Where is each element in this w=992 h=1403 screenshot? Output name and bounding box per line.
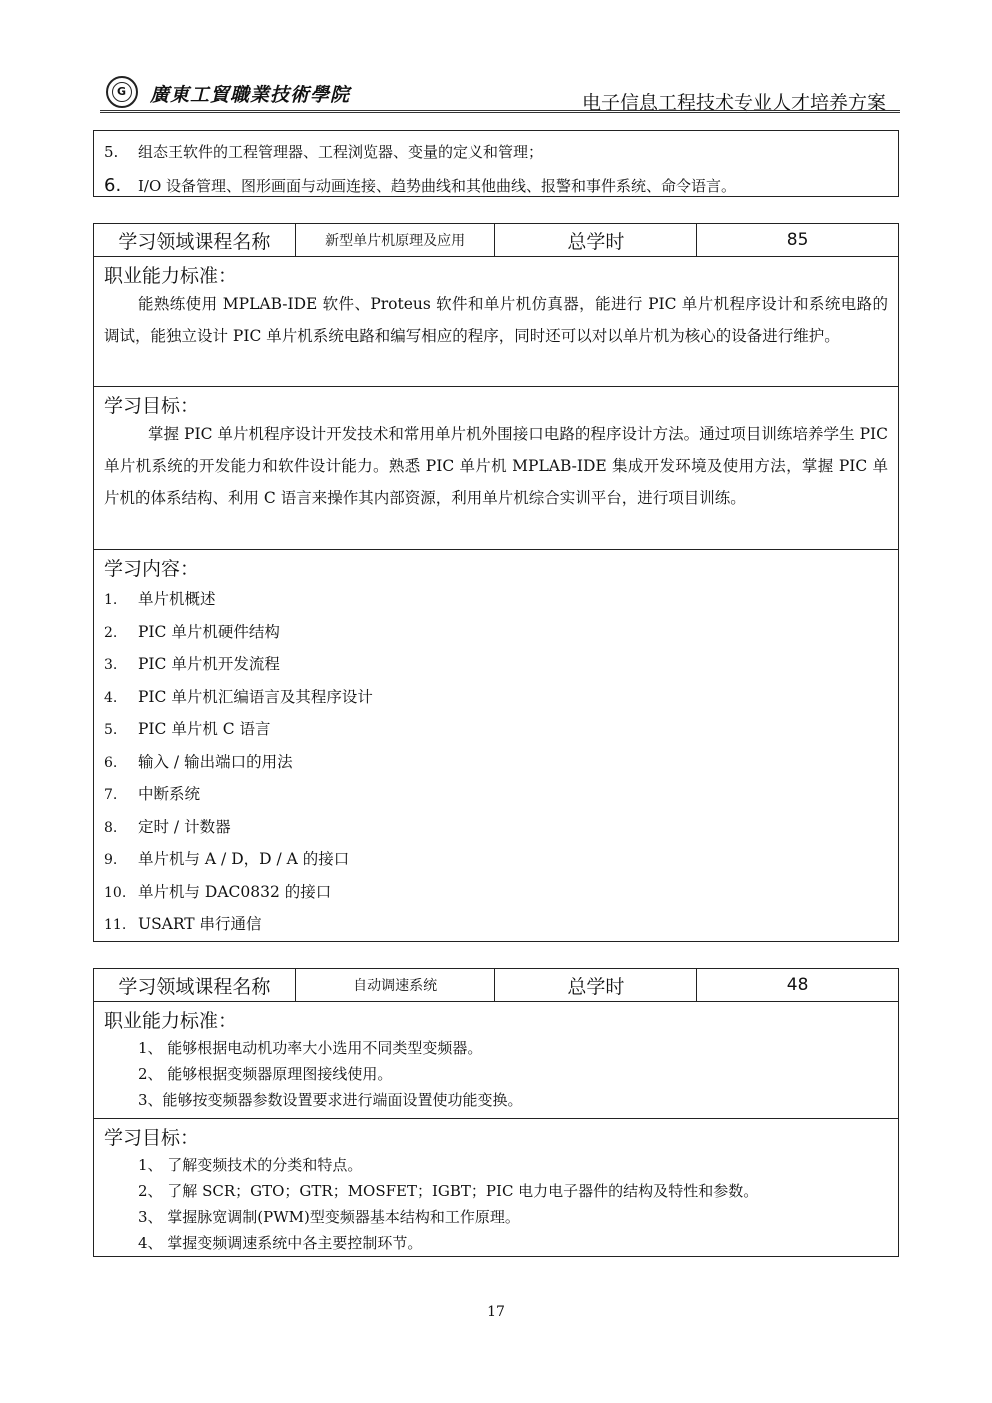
list-item <box>94 778 898 811</box>
item-text: 输入 / 输出端口的用法 <box>138 752 293 771</box>
school-logo-icon: G <box>106 76 138 108</box>
item-text: 组态王软件的工程管理器、工程浏览器、变量的定义和管理； <box>138 143 544 161</box>
item-text: 单片机概述 <box>138 590 216 608</box>
list-item: 3、 掌握脉宽调制(PWM)型变频器基本结构和工作原理。 <box>138 1208 520 1226</box>
item-text: PIC 单片机开发流程 <box>138 655 280 673</box>
school-name: 廣東工貿職業技術學院 <box>150 84 351 106</box>
total-hours-cell <box>697 969 899 1002</box>
ability-standard-section <box>94 1002 899 1119</box>
item-text: PIC 单片机 C 语言 <box>138 720 271 738</box>
item-text: PIC 单片机汇编语言及其程序设计 <box>138 687 373 706</box>
ability-standard-text: 能熟练使用 MPLAB-IDE 软件、Proteus 软件和单片机仿真器，能进行 PIC 单片机程序设计和系统电路的调试，能独立设计 PIC 单片机系统电路和编写相应的程序，同时还可以对以单片机为核心的设备进行维护。 <box>104 295 888 345</box>
total-hours-label: 总学时 <box>567 230 625 253</box>
page-header <box>100 68 900 112</box>
section-title: 职业能力标准： <box>104 1010 238 1032</box>
item-text: I/O 设备管理、图形画面与动画连接、趋势曲线和其他曲线、报警和事件系统、命令语言。 <box>138 177 737 195</box>
ability-standard-section <box>94 257 899 387</box>
section-title: 学习目标： <box>104 395 200 417</box>
total-hours-cell <box>697 224 899 257</box>
course-name-label-cell <box>94 224 296 257</box>
list-item <box>94 681 898 714</box>
list-item <box>94 746 898 779</box>
list-item: 2、 能够根据变频器原理图接线使用。 <box>138 1065 393 1083</box>
item-number: 6. <box>104 175 122 196</box>
item-number: 5. <box>104 143 119 161</box>
item-number: 1. <box>104 592 118 608</box>
list-item: 2、 了解 SCR；GTO；GTR；MOSFET；IGBT；PIC 电力电子器件的结构及特性和参数。 <box>138 1182 759 1200</box>
item-number: 2. <box>104 624 118 641</box>
page-number: 17 <box>487 1304 505 1320</box>
list-item <box>94 583 898 616</box>
course-name-label: 学习领域课程名称 <box>118 230 271 253</box>
total-hours-label: 总学时 <box>567 975 625 998</box>
item-text: PIC 单片机硬件结构 <box>138 622 280 641</box>
list-item: 4、 掌握变频调速系统中各主要控制环节。 <box>138 1234 423 1252</box>
total-hours-label-cell <box>495 969 697 1002</box>
item-text: 单片机与 DAC0832 的接口 <box>138 882 332 901</box>
list-item <box>94 908 898 941</box>
item-number: 4. <box>104 689 118 706</box>
list-item <box>104 175 736 196</box>
item-number: 5. <box>104 722 118 738</box>
learning-goal-section <box>94 387 899 550</box>
item-number: 7. <box>104 787 118 803</box>
header-divider <box>100 110 900 111</box>
item-number: 10. <box>104 884 127 901</box>
item-number: 3. <box>104 657 118 673</box>
course-name-label-cell <box>94 969 296 1002</box>
total-hours-value: 85 <box>786 230 809 250</box>
item-number: 6. <box>104 754 118 771</box>
total-hours-value: 48 <box>786 975 809 995</box>
list-item <box>94 616 898 649</box>
document-title: 电子信息工程技术专业人才培养方案 <box>581 92 886 114</box>
item-text: USART 串行通信 <box>138 915 262 933</box>
header-divider-secondary <box>100 112 900 113</box>
total-hours-label-cell <box>495 224 697 257</box>
section-title: 学习目标： <box>104 1127 200 1149</box>
learning-goal-text: 掌握 PIC 单片机程序设计开发技术和常用单片机外围接口电路的程序设计方法。通过项目训练培养学生 PIC 单片机系统的开发能力和软件设计能力。熟悉 PIC 单片机 MPLAB-IDE 集成开发环境及使用方法，掌握 PIC 单片机的体系结构、利用 C 语言来操作其内部资源，利用单片机综合实训平台，进行项目训练。 <box>104 425 888 507</box>
section-title: 职业能力标准： <box>104 265 238 287</box>
item-text: 单片机与 A / D，D / A 的接口 <box>138 850 350 868</box>
learning-content-section <box>94 550 899 942</box>
item-number: 9. <box>104 852 118 868</box>
list-item: 1、 了解变频技术的分类和特点。 <box>138 1156 363 1174</box>
list-item <box>94 811 898 844</box>
course-name-cell <box>295 969 495 1002</box>
course-name: 自动调速系统 <box>353 978 438 994</box>
course-name: 新型单片机原理及应用 <box>325 233 466 249</box>
item-text: 定时 / 计数器 <box>138 817 231 836</box>
course-table-speed-control <box>93 968 899 1257</box>
list-item <box>94 648 898 681</box>
course-name-cell <box>295 224 495 257</box>
list-item <box>94 713 898 746</box>
list-item <box>104 141 543 162</box>
list-item <box>94 876 898 909</box>
item-text: 中断系统 <box>138 785 201 803</box>
list-item: 1、 能够根据电动机功率大小选用不同类型变频器。 <box>138 1039 483 1057</box>
learning-goal-section <box>94 1119 899 1257</box>
previous-course-continuation <box>93 130 899 197</box>
list-item <box>94 843 898 876</box>
course-table-mcu <box>93 223 899 942</box>
item-number: 11. <box>104 917 127 933</box>
course-name-label: 学习领域课程名称 <box>118 975 271 998</box>
section-title: 学习内容： <box>104 558 200 580</box>
list-item: 3、能够按变频器参数设置要求进行端面设置使功能变换。 <box>138 1091 523 1109</box>
item-number: 8. <box>104 819 118 836</box>
